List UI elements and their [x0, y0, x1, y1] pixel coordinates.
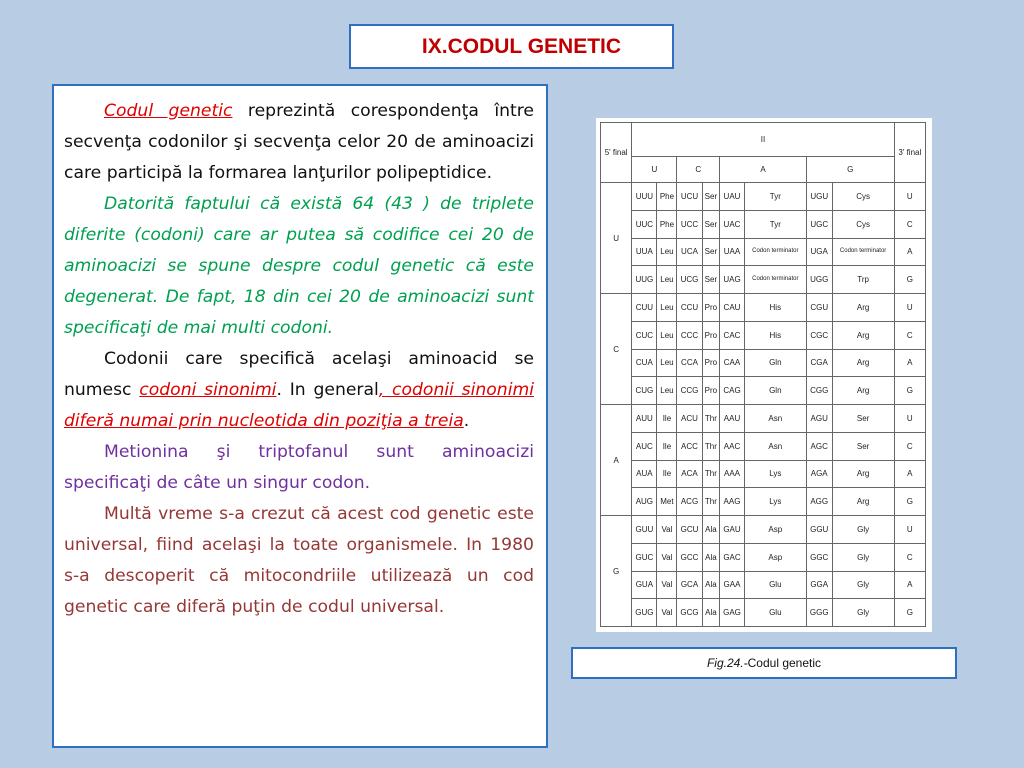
amino-acid-cell: Ala [702, 543, 720, 571]
amino-acid-cell: Pro [702, 294, 720, 322]
amino-acid-cell: Ser [832, 432, 894, 460]
codon-cell: GGA [806, 571, 832, 599]
third-base-label: A [894, 571, 925, 599]
codon-cell: ACU [677, 405, 702, 433]
codon-cell: GCG [677, 599, 702, 627]
table-row [601, 460, 926, 488]
table-row [601, 294, 926, 322]
codon-cell: GAG [720, 599, 745, 627]
codon-cell: CAC [720, 321, 745, 349]
column-header: G [806, 157, 894, 183]
amino-acid-cell: Arg [832, 321, 894, 349]
codon-cell: GUA [632, 571, 657, 599]
codon-cell: CUG [632, 377, 657, 405]
table-row [601, 599, 926, 627]
amino-acid-cell: His [744, 321, 806, 349]
amino-acid-cell: Ser [702, 266, 720, 294]
codon-cell: UGG [806, 266, 832, 294]
codon-cell: CCU [677, 294, 702, 322]
header-third-base: 3' final [894, 123, 925, 183]
codon-cell: CUU [632, 294, 657, 322]
codon-cell: AAA [720, 460, 745, 488]
codon-cell: GUG [632, 599, 657, 627]
codon-cell: UAA [720, 238, 745, 266]
amino-acid-cell: Cys [832, 183, 894, 211]
amino-acid-cell: Ser [702, 238, 720, 266]
header-second-base: II [632, 123, 894, 157]
amino-acid-cell: Glu [744, 571, 806, 599]
third-base-label: U [894, 405, 925, 433]
amino-acid-cell: His [744, 294, 806, 322]
table-row [601, 488, 926, 516]
paragraph-degenerate: Datorită faptului că există 64 (43 ) de triplete diferite (codoni) care ar putea să codifice cei 20 de aminoacizi se spune despre codul genetic că este degenerat. De fapt, 18 din cei 20 de aminoacizi sunt specificaţi de mai multi codoni. [64, 194, 534, 338]
codon-cell: CGU [806, 294, 832, 322]
amino-acid-cell: Leu [657, 294, 677, 322]
amino-acid-cell: Leu [657, 238, 677, 266]
amino-acid-cell: Thr [702, 405, 720, 433]
first-base-label: C [601, 294, 632, 405]
codon-cell: ACA [677, 460, 702, 488]
codon-cell: CGA [806, 349, 832, 377]
amino-acid-cell: Gln [744, 377, 806, 405]
amino-acid-cell: Thr [702, 432, 720, 460]
amino-acid-cell: Arg [832, 460, 894, 488]
figure-caption-box [571, 647, 957, 679]
synonyms-intro: Codonii care specifică acelaşi aminoacid se numesc [64, 349, 534, 400]
codon-cell: UGU [806, 183, 832, 211]
amino-acid-cell: Gly [832, 571, 894, 599]
amino-acid-cell: Trp [832, 266, 894, 294]
third-base-label: C [894, 321, 925, 349]
codon-cell: GUC [632, 543, 657, 571]
amino-acid-cell: Lys [744, 460, 806, 488]
amino-acid-cell: Arg [832, 294, 894, 322]
codon-cell: ACC [677, 432, 702, 460]
first-base-label: G [601, 516, 632, 627]
paragraph-synonyms [64, 344, 534, 437]
table-row [601, 321, 926, 349]
codon-cell: AAU [720, 405, 745, 433]
third-base-label: G [894, 488, 925, 516]
codon-cell: GCU [677, 516, 702, 544]
codon-cell: UAC [720, 210, 745, 238]
amino-acid-cell: Leu [657, 349, 677, 377]
term-codul-genetic: Codul genetic [104, 101, 233, 121]
table-row [601, 238, 926, 266]
amino-acid-cell: Tyr [744, 183, 806, 211]
codon-cell: CUA [632, 349, 657, 377]
amino-acid-cell: Asp [744, 516, 806, 544]
codon-cell: UGA [806, 238, 832, 266]
codon-cell: UCU [677, 183, 702, 211]
amino-acid-cell: Cys [832, 210, 894, 238]
codon-cell: GAU [720, 516, 745, 544]
synonyms-general: . In general [276, 380, 379, 400]
third-base-label: A [894, 238, 925, 266]
figure-caption: Codul genetic [747, 656, 822, 670]
amino-acid-cell: Leu [657, 377, 677, 405]
column-header: U [632, 157, 677, 183]
codon-table-figure [596, 118, 932, 632]
codon-cell: CGG [806, 377, 832, 405]
amino-acid-cell: Thr [702, 488, 720, 516]
codon-cell: UCA [677, 238, 702, 266]
amino-acid-cell: Leu [657, 266, 677, 294]
term-codoni-sinonimi: codoni sinonimi [139, 380, 277, 400]
table-row [601, 266, 926, 294]
amino-acid-cell: Pro [702, 377, 720, 405]
codon-cell: CCG [677, 377, 702, 405]
codon-cell: CAA [720, 349, 745, 377]
amino-acid-cell: Codon terminator [832, 238, 894, 266]
amino-acid-cell: Phe [657, 183, 677, 211]
third-base-label: A [894, 460, 925, 488]
amino-acid-cell: Phe [657, 210, 677, 238]
table-row [601, 210, 926, 238]
amino-acid-cell: Arg [832, 377, 894, 405]
amino-acid-cell: Ile [657, 405, 677, 433]
amino-acid-cell: Codon terminator [744, 238, 806, 266]
amino-acid-cell: Val [657, 571, 677, 599]
amino-acid-cell: Asp [744, 543, 806, 571]
table-row [601, 377, 926, 405]
codon-table [600, 122, 926, 627]
amino-acid-cell: Codon terminator [744, 266, 806, 294]
column-header: A [720, 157, 807, 183]
codon-cell: AGC [806, 432, 832, 460]
amino-acid-cell: Ala [702, 599, 720, 627]
amino-acid-cell: Met [657, 488, 677, 516]
codon-cell: UUA [632, 238, 657, 266]
amino-acid-cell: Asn [744, 405, 806, 433]
codon-cell: UUC [632, 210, 657, 238]
synonyms-period: . [463, 411, 470, 431]
codon-cell: GCA [677, 571, 702, 599]
amino-acid-cell: Ser [832, 405, 894, 433]
amino-acid-cell: Pro [702, 321, 720, 349]
codon-cell: AGU [806, 405, 832, 433]
amino-acid-cell: Leu [657, 321, 677, 349]
codon-cell: CGC [806, 321, 832, 349]
table-row [601, 432, 926, 460]
codon-cell: GGU [806, 516, 832, 544]
codon-cell: AUC [632, 432, 657, 460]
header-first-base: 5' final [601, 123, 632, 183]
amino-acid-cell: Ser [702, 210, 720, 238]
amino-acid-cell: Pro [702, 349, 720, 377]
third-base-label: C [894, 210, 925, 238]
codon-cell: UCC [677, 210, 702, 238]
codon-cell: CCA [677, 349, 702, 377]
third-base-label: G [894, 266, 925, 294]
amino-acid-cell: Tyr [744, 210, 806, 238]
codon-cell: AUG [632, 488, 657, 516]
table-row [601, 349, 926, 377]
paragraph-universal: Multă vreme s-a crezut că acest cod genetic este universal, fiind acelaşi la toate organismele. In 1980 s-a descoperit că mitocondriile utilizează un cod genetic care diferă puţin de codul universal. [64, 504, 534, 617]
codon-cell: AUU [632, 405, 657, 433]
codon-cell: GAA [720, 571, 745, 599]
amino-acid-cell: Val [657, 516, 677, 544]
amino-acid-cell: Gly [832, 516, 894, 544]
codon-cell: GGC [806, 543, 832, 571]
codon-cell: AAG [720, 488, 745, 516]
first-base-label: A [601, 405, 632, 516]
table-row [601, 405, 926, 433]
codon-cell: AUA [632, 460, 657, 488]
third-base-label: A [894, 349, 925, 377]
codon-cell: CAU [720, 294, 745, 322]
table-row [601, 543, 926, 571]
slide-title-box [349, 24, 674, 69]
codon-cell: CAG [720, 377, 745, 405]
amino-acid-cell: Ala [702, 571, 720, 599]
amino-acid-cell: Ser [702, 183, 720, 211]
codon-cell: UCG [677, 266, 702, 294]
codon-cell: AGG [806, 488, 832, 516]
paragraph-single-codon: Metionina şi triptofanul sunt aminoacizi specificaţi de câte un singur codon. [64, 442, 534, 493]
third-base-label: C [894, 543, 925, 571]
first-base-label: U [601, 183, 632, 294]
amino-acid-cell: Gly [832, 599, 894, 627]
codon-cell: UUG [632, 266, 657, 294]
amino-acid-cell: Ile [657, 432, 677, 460]
amino-acid-cell: Thr [702, 460, 720, 488]
amino-acid-cell: Ala [702, 516, 720, 544]
figure-number: Fig.24.- [706, 656, 748, 670]
codon-cell: ACG [677, 488, 702, 516]
definition-text: reprezintă corespondenţa între secvenţa codonilor şi secvenţa celor 20 de aminoacizi care participă la formarea lanţurilor polipeptidice. [64, 101, 534, 183]
codon-cell: UUU [632, 183, 657, 211]
codon-cell: GCC [677, 543, 702, 571]
codon-cell: AGA [806, 460, 832, 488]
amino-acid-cell: Lys [744, 488, 806, 516]
codon-cell: GUU [632, 516, 657, 544]
amino-acid-cell: Gly [832, 543, 894, 571]
third-base-label: U [894, 516, 925, 544]
third-base-label: G [894, 599, 925, 627]
table-row [601, 571, 926, 599]
amino-acid-cell: Gln [744, 349, 806, 377]
amino-acid-cell: Glu [744, 599, 806, 627]
amino-acid-cell: Val [657, 543, 677, 571]
codon-cell: CCC [677, 321, 702, 349]
codon-cell: UGC [806, 210, 832, 238]
codon-cell: GAC [720, 543, 745, 571]
codon-cell: UAU [720, 183, 745, 211]
codon-cell: CUC [632, 321, 657, 349]
codon-cell: GGG [806, 599, 832, 627]
amino-acid-cell: Arg [832, 349, 894, 377]
third-base-label: U [894, 183, 925, 211]
table-row [601, 183, 926, 211]
amino-acid-cell: Ile [657, 460, 677, 488]
amino-acid-cell: Asn [744, 432, 806, 460]
third-base-label: G [894, 377, 925, 405]
codon-cell: UAG [720, 266, 745, 294]
third-base-label: C [894, 432, 925, 460]
paragraph-definition [64, 96, 534, 189]
amino-acid-cell: Val [657, 599, 677, 627]
text-panel [52, 84, 548, 748]
slide-title: IX.CODUL GENETIC [421, 34, 622, 58]
amino-acid-cell: Arg [832, 488, 894, 516]
synonyms-comma: , [378, 380, 385, 400]
table-row [601, 516, 926, 544]
synonyms-rule: codonii sinonimi diferă numai prin nucleotida din poziţia a treia [64, 380, 534, 431]
third-base-label: U [894, 294, 925, 322]
codon-cell: AAC [720, 432, 745, 460]
column-header: C [677, 157, 720, 183]
